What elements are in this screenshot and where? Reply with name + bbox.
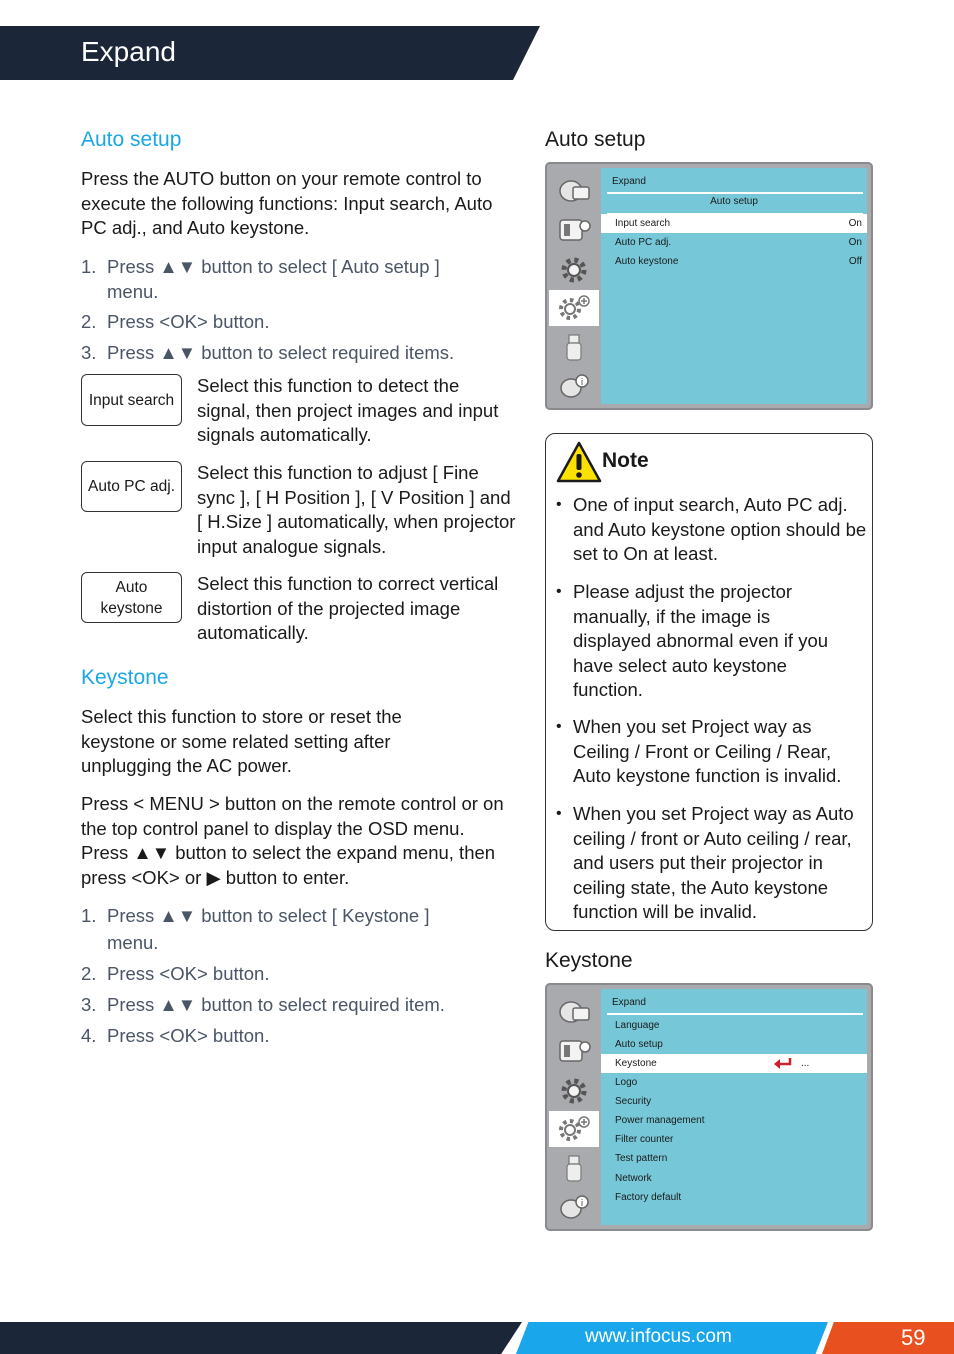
osd-row-filter-counter[interactable] — [601, 1130, 867, 1149]
osd-row-power-management[interactable] — [601, 1111, 867, 1130]
footer-url-link[interactable]: www.infocus.com — [585, 1326, 732, 1347]
keystone-para-2: Press < MENU > button on the remote control or on the top control panel to display the OSD menu. Press ▲▼ button to select the expand menu, then press <OK> or ▶ button to enter. — [81, 793, 504, 888]
bullet-dot: • — [556, 805, 562, 822]
note-bullet-4: When you set Project way as Auto ceiling / front or Auto ceiling / rear, and users put their projector in ceiling state, the Auto keystone function will be invalid. — [573, 803, 854, 922]
osd-row-label: Network — [615, 1173, 652, 1184]
step-number: 4. — [81, 1025, 97, 1046]
note-bullet-3: When you set Project way as Ceiling / Front or Ceiling / Rear, Auto keystone function is invalid. — [573, 716, 842, 786]
display-icon — [549, 1033, 599, 1069]
display-icon — [549, 212, 599, 248]
osd-row-factory-default[interactable] — [601, 1188, 867, 1207]
bullet-dot: • — [556, 718, 562, 735]
svg-text:i: i — [580, 1199, 584, 1209]
osd-row-label: Power management — [615, 1115, 705, 1126]
auto-keystone-desc: Select this function to correct vertical distortion of the projected image automatically. — [197, 573, 499, 643]
osd-sidebar — [549, 987, 601, 1227]
usb-icon — [549, 330, 599, 366]
osd-row-security[interactable] — [601, 1092, 867, 1111]
auto-setup-step-2 — [81, 309, 269, 334]
keystone-heading: Keystone — [81, 666, 169, 689]
osd-auto-setup-screen — [545, 162, 873, 410]
osd-auto-caption: Auto setup — [545, 128, 646, 151]
osd-row-label: Input search — [615, 218, 671, 229]
note-bullet-2: Please adjust the projector manually, if the image is displayed abnormal even if you have select auto keystone function. — [573, 581, 829, 700]
step-text: Press ▲▼ button to select required items. — [107, 342, 455, 363]
page-title: Expand — [81, 36, 176, 67]
step-text: Press <OK> button. — [107, 963, 270, 984]
input-search-desc: Select this function to detect the signal, then project images and input signals automatically. — [197, 375, 499, 445]
osd-divider — [607, 192, 863, 194]
osd-row-auto-keystone[interactable] — [601, 252, 867, 271]
osd-submenu-title: Auto setup — [710, 196, 758, 207]
svg-text:i: i — [580, 378, 584, 388]
page-number: 59 — [901, 1325, 926, 1350]
osd-row-label: Language — [615, 1020, 660, 1031]
auto-setup-intro: Press the AUTO button on your remote control to execute the following functions: Input search, Auto PC adj., and Auto keystone. — [81, 168, 493, 238]
osd-row-label: Filter counter — [615, 1134, 674, 1145]
step-text: Press ▲▼ button to select [ Auto setup ] — [107, 256, 440, 277]
osd-main-panel — [601, 168, 867, 404]
keystone-step-4 — [81, 1023, 269, 1048]
auto-pc-adj-tag: Auto PC adj. — [81, 461, 182, 512]
note-bullet-1: One of input search, Auto PC adj. and Auto keystone option should be set to On at least. — [573, 494, 867, 564]
usb-icon — [549, 1151, 599, 1187]
footer-band-orange — [822, 1322, 954, 1354]
keystone-step-1 — [81, 903, 511, 955]
osd-divider — [607, 1013, 863, 1015]
osd-row-input-search[interactable] — [601, 214, 867, 233]
expand-gear-icon — [549, 1111, 599, 1147]
expand-gear-icon — [549, 290, 599, 326]
osd-row-logo[interactable] — [601, 1073, 867, 1092]
osd-row-label: Auto PC adj. — [615, 237, 672, 248]
osd-keystone-screen — [545, 983, 873, 1231]
info-icon — [549, 1189, 599, 1225]
step-number: 1. — [81, 256, 97, 277]
step-number: 2. — [81, 311, 97, 332]
osd-sidebar — [549, 166, 601, 406]
osd-row-keystone[interactable] — [601, 1054, 867, 1073]
step-continuation: menu. — [107, 281, 159, 302]
info-icon — [549, 368, 599, 404]
keystone-para-1: Select this function to store or reset the keystone or some related setting after unplugging the AC power. — [81, 706, 402, 776]
note-title: Note — [602, 449, 649, 472]
settings-gear-icon — [549, 252, 599, 288]
auto-setup-step-1 — [81, 254, 511, 304]
osd-row-label: Test pattern — [615, 1153, 668, 1164]
osd-row-value: On — [848, 218, 862, 229]
osd-main-panel — [601, 989, 867, 1225]
input-search-tag: Input search — [81, 374, 182, 426]
osd-row-label: Security — [615, 1096, 652, 1107]
picture-icon — [549, 993, 599, 1029]
step-number: 2. — [81, 963, 97, 984]
step-number: 3. — [81, 342, 97, 363]
auto-setup-step-3 — [81, 340, 454, 365]
step-number: 1. — [81, 905, 97, 926]
bullet-dot: • — [556, 583, 562, 600]
step-text: Press <OK> button. — [107, 311, 270, 332]
osd-menu-title: Expand — [612, 997, 646, 1008]
osd-row-network[interactable] — [601, 1169, 867, 1188]
picture-icon — [549, 172, 599, 208]
step-continuation: menu. — [107, 932, 159, 953]
osd-row-label: Keystone — [615, 1058, 657, 1069]
osd-row-value: On — [848, 237, 862, 248]
auto-setup-heading: Auto setup — [81, 128, 182, 151]
osd-row-test-pattern[interactable] — [601, 1149, 867, 1168]
osd-row-value: ... — [801, 1058, 810, 1069]
osd-row-language[interactable] — [601, 1016, 867, 1035]
osd-menu-title: Expand — [612, 176, 646, 187]
step-number: 3. — [81, 994, 97, 1015]
footer-band-dark — [0, 1322, 522, 1354]
osd-row-auto-pc-adj[interactable] — [601, 233, 867, 252]
warning-icon — [556, 441, 602, 488]
keystone-step-3 — [81, 992, 445, 1017]
step-text: Press <OK> button. — [107, 1025, 270, 1046]
osd-keystone-caption: Keystone — [545, 949, 633, 972]
settings-gear-icon — [549, 1073, 599, 1109]
auto-pc-adj-desc: Select this function to adjust [ Fine sync ], [ H Position ], [ V Position ] and [ H.Size ] automatically, when projector input analogue signals. — [197, 462, 516, 557]
osd-row-label: Factory default — [615, 1192, 682, 1203]
osd-row-label: Auto setup — [615, 1039, 663, 1050]
osd-row-label: Auto keystone — [615, 256, 679, 267]
osd-row-label: Logo — [615, 1077, 638, 1088]
osd-row-auto-setup[interactable] — [601, 1035, 867, 1054]
auto-keystone-tag: Auto keystone — [81, 572, 182, 623]
bullet-dot: • — [556, 496, 562, 513]
step-text: Press ▲▼ button to select required item. — [107, 994, 445, 1015]
step-text: Press ▲▼ button to select [ Keystone ] — [107, 905, 430, 926]
osd-row-value: Off — [848, 256, 862, 267]
keystone-step-2 — [81, 961, 269, 986]
